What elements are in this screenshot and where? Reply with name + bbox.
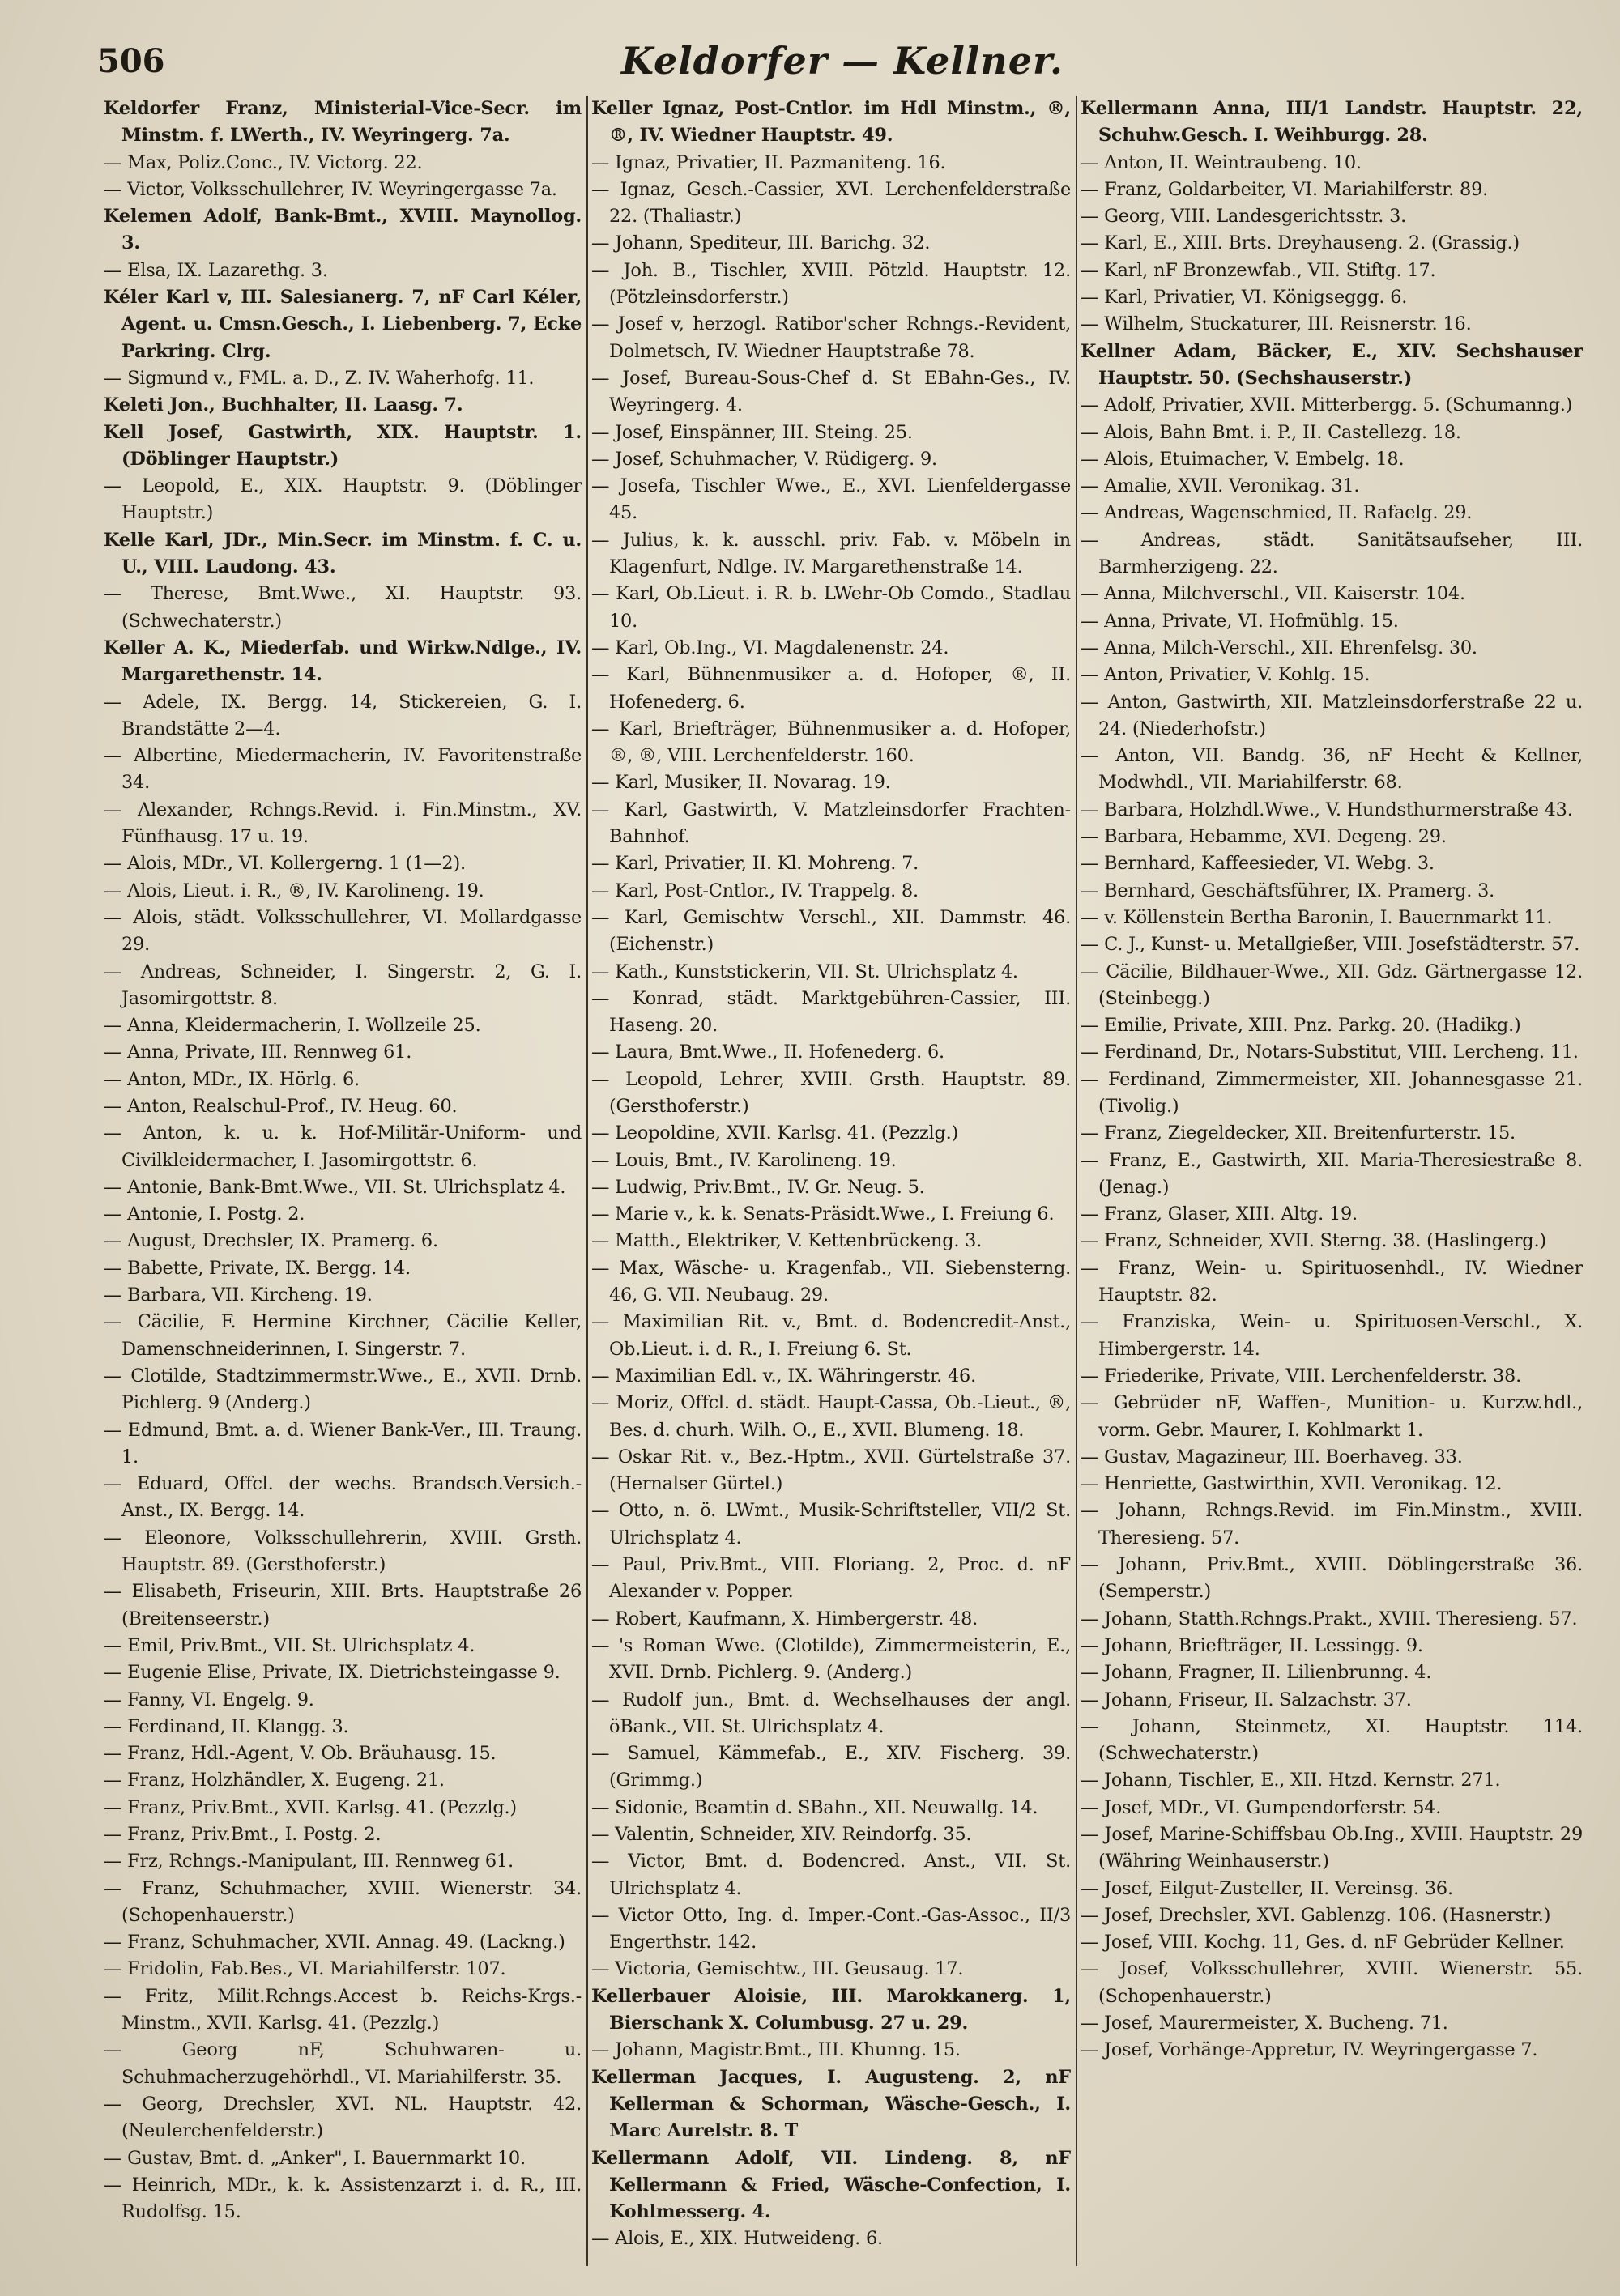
directory-entry: — Amalie, XVII. Veronikag. 31. (1081, 475, 1360, 497)
directory-entry: — Ferdinand, II. Klangg. 3. (104, 1715, 349, 1737)
directory-entry: — Franz, Schuhmacher, XVII. Annag. 49. (Lackng.) (104, 1932, 565, 1953)
directory-entry: — Rudolf jun., Bmt. d. Wechselhauses der angl. öBank., VII. St. Ulrichsplatz 4. (591, 1689, 1071, 1737)
directory-entry: — Eugenie Elise, Private, IX. Dietrichsteingasse 9. (104, 1662, 561, 1684)
directory-entry: — Antonie, I. Postg. 2. (104, 1203, 305, 1225)
directory-entry: — Cäcilie, F. Hermine Kirchner, Cäcilie Keller, Damenschneiderinnen, I. Singerstr. 7. (104, 1311, 582, 1360)
directory-entry: — Karl, Gastwirth, V. Matzleinsdorfer Frachten-Bahnhof. (591, 799, 1071, 848)
directory-entry: — 's Roman Wwe. (Clotilde), Zimmermeisterin, E., XVII. Drnb. Pichlerg. 9. (Anderg.) (591, 1634, 1071, 1684)
directory-entry: — Fritz, Milit.Rchngs.Accest b. Reichs-Krgs.-Minstm., XVII. Karlsg. 41. (Pezzlg.) (104, 1985, 582, 2034)
directory-entry: — Anna, Milch-Verschl., XII. Ehrenfelsg. 30. (1081, 637, 1477, 658)
directory-entry: — Josef, Schuhmacher, V. Rüdigerg. 9. (591, 448, 937, 470)
directory-entry: — Franz, Priv.Bmt., XVII. Karlsg. 41. (Pezzlg.) (104, 1796, 517, 1818)
directory-entry: — Edmund, Bmt. a. d. Wiener Bank-Ver., III. Traung. 1. (104, 1419, 582, 1467)
directory-entry: — Anton, VII. Bandg. 36, nF Hecht & Kellner, Modwhdl., VII. Mariahilferstr. 68. (1081, 745, 1583, 794)
directory-entry: — Albertine, Miedermacherin, IV. Favoritenstraße 34. (104, 745, 582, 794)
directory-entry: — Victor, Volksschullehrer, IV. Weyringergasse 7a. (104, 178, 557, 200)
directory-entry: — Anna, Kleidermacherin, I. Wollzeile 25. (104, 1015, 481, 1037)
directory-entry: — Anton, MDr., IX. Hörlg. 6. (104, 1068, 360, 1090)
directory-entry: — Barbara, VII. Kircheng. 19. (104, 1284, 373, 1306)
directory-entry: — Karl, Privatier, II. Kl. Mohreng. 7. (591, 853, 919, 875)
directory-entry: — Adolf, Privatier, XVII. Mitterbergg. 5. (Schumanng.) (1081, 394, 1573, 416)
directory-entry: — Karl, E., XIII. Brts. Dreyhauseng. 2. (Grassig.) (1081, 232, 1520, 254)
directory-entry: — Johann, Rchngs.Revid. im Fin.Minstm., XVIII. Theresieng. 57. (1081, 1500, 1583, 1548)
column-divider (586, 96, 588, 2266)
directory-entry: — Karl, Bühnenmusiker a. d. Hofoper, ®, II. Hofenederg. 6. (591, 664, 1071, 713)
directory-entry: — Friederike, Private, VIII. Lerchenfelderstr. 38. (1081, 1365, 1522, 1387)
directory-entry: — Josef, Maurermeister, X. Bucheng. 71. (1081, 2013, 1448, 2034)
directory-columns (104, 96, 1583, 2282)
directory-entry: — Franz, Wein- u. Spirituosenhdl., IV. Wiedner Hauptstr. 82. (1081, 1257, 1583, 1306)
directory-entry: — Cäcilie, Bildhauer-Wwe., XII. Gdz. Gärtnergasse 12. (Steinbegg.) (1081, 961, 1583, 1009)
directory-entry: — Henriette, Gastwirthin, XVII. Veronikag. 12. (1081, 1473, 1503, 1495)
directory-entry: — Johann, Fragner, II. Lilienbrunng. 4. (1081, 1662, 1432, 1684)
directory-entry: — Anton, k. u. k. Hof-Militär-Uniform- und Civilkleidermacher, I. Jasomirgottstr. 6. (104, 1122, 582, 1171)
directory-entry: — Ferdinand, Zimmermeister, XII. Johannesgasse 21. (Tivolig.) (1081, 1068, 1583, 1117)
directory-entry: — Kath., Kunststickerin, VII. St. Ulrichsplatz 4. (591, 961, 1018, 982)
directory-entry: — Josef, Marine-Schiffsbau Ob.Ing., XVIII. Hauptstr. 29 (Währing Weinhauserstr.) (1081, 1824, 1583, 1872)
directory-entry: — Ignaz, Gesch.-Cassier, XVI. Lerchenfelderstraße 22. (Thaliastr.) (591, 178, 1071, 228)
directory-entry: — Wilhelm, Stuckaturer, III. Reisnerstr. 16. (1081, 313, 1472, 335)
directory-entry-surname: Kéler Karl v, III. Salesianerg. 7, nF Carl Kéler, Agent. u. Cmsn.Gesch., I. Liebenberg. 7, Ecke Parkring. Clrg. (104, 287, 582, 362)
directory-entry: — Konrad, städt. Marktgebühren-Cassier, III. Haseng. 20. (591, 987, 1071, 1037)
directory-entry: — Emil, Priv.Bmt., VII. St. Ulrichsplatz 4. (104, 1634, 475, 1656)
directory-entry-surname: Kell Josef, Gastwirth, XIX. Hauptstr. 1. (Döblinger Hauptstr.) (104, 421, 582, 470)
directory-entry: — Fridolin, Fab.Bes., VI. Mariahilferstr. 107. (104, 1958, 506, 1980)
directory-entry: — Josef, MDr., VI. Gumpendorferstr. 54. (1081, 1796, 1442, 1818)
directory-entry: — Franziska, Wein- u. Spirituosen-Verschl., X. Himbergerstr. 14. (1081, 1311, 1583, 1360)
directory-entry: — Karl, Ob.Lieut. i. R. b. LWehr-Ob Comdo., Stadlau 10. (591, 583, 1071, 632)
directory-entry: — Marie v., k. k. Senats-Präsidt.Wwe., I. Freiung 6. (591, 1203, 1055, 1225)
directory-entry: — Therese, Bmt.Wwe., XI. Hauptstr. 93. (Schwechaterstr.) (104, 583, 582, 632)
directory-entry: — Elsa, IX. Lazarethg. 3. (104, 259, 328, 281)
directory-entry: — Karl, Post-Cntlor., IV. Trappelg. 8. (591, 880, 919, 901)
directory-entry: — Franz, Priv.Bmt., I. Postg. 2. (104, 1824, 382, 1845)
directory-entry: — Andreas, städt. Sanitätsaufseher, III. Barmherzigeng. 22. (1081, 529, 1583, 578)
directory-entry: — Samuel, Kämmefab., E., XIV. Fischerg. 39. (Grimmg.) (591, 1743, 1071, 1791)
directory-entry: — Karl, Gemischtw Verschl., XII. Dammstr. 46. (Eichenstr.) (591, 906, 1071, 956)
directory-entry: — Paul, Priv.Bmt., VIII. Floriang. 2, Proc. d. nF Alexander v. Popper. (591, 1554, 1071, 1603)
column-1 (104, 96, 582, 2282)
directory-entry: — Anton, Privatier, V. Kohlg. 15. (1081, 664, 1371, 686)
directory-entry: — Johann, Tischler, E., XII. Htzd. Kernstr. 271. (1081, 1770, 1501, 1791)
directory-entry: — Leopold, Lehrer, XVIII. Grsth. Hauptstr. 89. (Gersthoferstr.) (591, 1068, 1071, 1117)
directory-entry: — Franz, E., Gastwirth, XII. Maria-Theresiestraße 8. (Jenag.) (1081, 1149, 1583, 1198)
directory-entry: — Gebrüder nF, Waffen-, Munition- u. Kurzw.hdl., vorm. Gebr. Maurer, I. Kohlmarkt 1. (1081, 1392, 1583, 1441)
directory-entry: — Bernhard, Kaffeesieder, VI. Webg. 3. (1081, 853, 1435, 875)
directory-entry: — Karl, Musiker, II. Novarag. 19. (591, 772, 891, 794)
page-number: 506 (97, 42, 165, 80)
directory-entry: — Julius, k. k. ausschl. priv. Fab. v. Möbeln in Klagenfurt, Ndlge. IV. Margarethenstraße 14. (591, 529, 1071, 578)
directory-entry: — Franz, Schuhmacher, XVIII. Wienerstr. 34. (Schopenhauerstr.) (104, 1877, 582, 1926)
directory-entry: — Alois, Lieut. i. R., ®, IV. Karolineng. 19. (104, 880, 484, 901)
directory-entry: — Johann, Priv.Bmt., XVIII. Döblingerstraße 36. (Semperstr.) (1081, 1554, 1583, 1603)
directory-entry: — Andreas, Wagenschmied, II. Rafaelg. 29. (1081, 502, 1473, 524)
directory-entry: — Max, Poliz.Conc., IV. Victorg. 22. (104, 151, 423, 173)
directory-entry: — Georg, Drechsler, XVI. NL. Hauptstr. 42. (Neulerchenfelderstr.) (104, 2093, 582, 2142)
directory-entry: — Georg nF, Schuhwaren- u. Schuhmacherzugehörhdl., VI. Mariahilferstr. 35. (104, 2039, 582, 2088)
directory-entry: — Alexander, Rchngs.Revid. i. Fin.Minstm., XV. Fünfhausg. 17 u. 19. (104, 799, 582, 848)
directory-entry: — Matth., Elektriker, V. Kettenbrückeng. 3. (591, 1230, 983, 1252)
directory-entry: — Victor Otto, Ing. d. Imper.-Cont.-Gas-Assoc., II/3 Engerthstr. 142. (591, 1904, 1071, 1953)
directory-entry: — Franz, Hdl.-Agent, V. Ob. Bräuhausg. 15. (104, 1743, 497, 1765)
column-divider (1076, 96, 1077, 2266)
directory-entry-surname: Keller A. K., Miederfab. und Wirkw.Ndlge., IV. Margarethenstr. 14. (104, 637, 582, 686)
directory-entry: — Bernhard, Geschäftsführer, IX. Pramerg. 3. (1081, 880, 1495, 901)
directory-entry: — Leopold, E., XIX. Hauptstr. 9. (Döblinger Hauptstr.) (104, 475, 582, 524)
directory-entry: — Anton, II. Weintraubeng. 10. (1081, 151, 1362, 173)
directory-entry: — Gustav, Magazineur, III. Boerhaveg. 33. (1081, 1446, 1463, 1467)
directory-entry: — Karl, nF Bronzewfab., VII. Stiftg. 17. (1081, 259, 1436, 281)
directory-entry: — Georg, VIII. Landesgerichtsstr. 3. (1081, 206, 1407, 228)
directory-entry: — Joh. B., Tischler, XVIII. Pötzld. Hauptstr. 12. (Pötzleinsdorferstr.) (591, 259, 1071, 309)
directory-entry: — Anna, Milchverschl., VII. Kaiserstr. 104. (1081, 583, 1465, 605)
directory-entry: — Josef, Bureau-Sous-Chef d. St EBahn-Ges., IV. Weyringerg. 4. (591, 367, 1071, 416)
directory-entry: — August, Drechsler, IX. Pramerg. 6. (104, 1230, 438, 1252)
directory-entry-surname: Kelemen Adolf, Bank-Bmt., XVIII. Maynollog. 3. (104, 206, 582, 254)
directory-entry: — Valentin, Schneider, XIV. Reindorfg. 35. (591, 1824, 972, 1845)
directory-entry: — Adele, IX. Bergg. 14, Stickereien, G. I. Brandstätte 2—4. (104, 691, 582, 739)
directory-entry: — Johann, Spediteur, III. Barichg. 32. (591, 232, 931, 254)
directory-entry: — Ferdinand, Dr., Notars-Substitut, VIII. Lercheng. 11. (1081, 1042, 1579, 1063)
directory-entry: — Oskar Rit. v., Bez.-Hptm., XVII. Gürtelstraße 37. (Hernalser Gürtel.) (591, 1446, 1071, 1495)
directory-entry: — Franz, Ziegeldecker, XII. Breitenfurterstr. 15. (1081, 1122, 1516, 1144)
directory-entry: — Ignaz, Privatier, II. Pazmaniteng. 16. (591, 151, 946, 173)
directory-entry-surname: Kellerman Jacques, I. Augusteng. 2, nF Kellerman & Schorman, Wäsche-Gesch., I. Marc Aurelstr. 8. T (591, 2066, 1071, 2142)
directory-entry: — Gustav, Bmt. d. „Anker", I. Bauernmarkt 10. (104, 2147, 526, 2169)
directory-entry: — Maximilian Rit. v., Bmt. d. Bodencredit-Anst., Ob.Lieut. i. d. R., I. Freiung 6. St. (591, 1311, 1071, 1360)
directory-entry: — Alois, städt. Volksschullehrer, VI. Mollardgasse 29. (104, 906, 582, 956)
directory-entry: — Alois, Bahn Bmt. i. P., II. Castellezg. 18. (1081, 421, 1461, 443)
column-2 (591, 96, 1071, 2282)
directory-entry: — Anna, Private, III. Rennweg 61. (104, 1042, 412, 1063)
directory-entry: — Clotilde, Stadtzimmermstr.Wwe., E., XVII. Drnb. Pichlerg. 9 (Anderg.) (104, 1365, 582, 1414)
directory-entry: — Johann, Steinmetz, XI. Hauptstr. 114. (Schwechaterstr.) (1081, 1715, 1583, 1765)
directory-entry: — Karl, Briefträger, Bühnenmusiker a. d. Hofoper, ®, ®, VIII. Lerchenfelderstr. 160. (591, 718, 1071, 767)
directory-entry: — Franz, Holzhändler, X. Eugeng. 21. (104, 1770, 445, 1791)
directory-entry: — Eleonore, Volksschullehrerin, XVIII. Grsth. Hauptstr. 89. (Gersthoferstr.) (104, 1527, 582, 1576)
directory-entry-surname: Keller Ignaz, Post-Cntlor. im Hdl Minstm., ®, ®, IV. Wiedner Hauptstr. 49. (591, 98, 1071, 147)
directory-entry: — Ludwig, Priv.Bmt., IV. Gr. Neug. 5. (591, 1176, 925, 1198)
directory-entry: — Franz, Goldarbeiter, VI. Mariahilferstr. 89. (1081, 178, 1489, 200)
directory-entry: — Karl, Privatier, VI. Königseggg. 6. (1081, 287, 1408, 309)
directory-entry: — Josef, Eilgut-Zusteller, II. Vereinsg. 36. (1081, 1877, 1453, 1899)
directory-entry: — Alois, Etuimacher, V. Embelg. 18. (1081, 448, 1405, 470)
directory-entry: — Victoria, Gemischtw., III. Geusaug. 17. (591, 1958, 964, 1980)
directory-entry: — Barbara, Holzhdl.Wwe., V. Hundsthurmerstraße 43. (1081, 799, 1573, 820)
directory-entry: — Leopoldine, XVII. Karlsg. 41. (Pezzlg.) (591, 1122, 959, 1144)
directory-entry: — Josef, Vorhänge-Appretur, IV. Weyringergasse 7. (1081, 2039, 1538, 2061)
directory-entry-surname: Kellermann Adolf, VII. Lindeng. 8, nF Kellermann & Fried, Wäsche-Confection, I. Kohlmesserg. 4. (591, 2147, 1071, 2223)
directory-entry: — Josef v, herzogl. Ratibor'scher Rchngs.-Revident, Dolmetsch, IV. Wiedner Hauptstraße 78. (591, 313, 1071, 362)
directory-entry: — Johann, Magistr.Bmt., III. Khunng. 15. (591, 2039, 961, 2061)
directory-entry: — Anna, Private, VI. Hofmühlg. 15. (1081, 610, 1399, 632)
directory-entry: — Karl, Ob.Ing., VI. Magdalenenstr. 24. (591, 637, 949, 658)
directory-entry: — Josefa, Tischler Wwe., E., XVI. Lienfeldergasse 45. (591, 475, 1071, 524)
directory-entry: — Josef, VIII. Kochg. 11, Ges. d. nF Gebrüder Kellner. (1081, 1932, 1565, 1953)
directory-entry: — Franz, Glaser, XIII. Altg. 19. (1081, 1203, 1358, 1225)
directory-entry: — C. J., Kunst- u. Metallgießer, VIII. Josefstädterstr. 57. (1081, 934, 1580, 956)
directory-entry: — Louis, Bmt., IV. Karolineng. 19. (591, 1149, 897, 1171)
directory-entry: — Robert, Kaufmann, X. Himbergerstr. 48. (591, 1608, 978, 1629)
page-header (97, 34, 1588, 91)
directory-entry: — Anton, Gastwirth, XII. Matzleinsdorferstraße 22 u. 24. (Niederhofstr.) (1081, 691, 1583, 739)
directory-entry: — Heinrich, MDr., k. k. Assistenzarzt i. d. R., III. Rudolfsg. 15. (104, 2174, 582, 2223)
directory-entry: — Babette, Private, IX. Bergg. 14. (104, 1257, 411, 1279)
directory-entry: — Franz, Schneider, XVII. Sterng. 38. (Haslingerg.) (1081, 1230, 1546, 1252)
directory-entry: — Alois, E., XIX. Hutweideng. 6. (591, 2228, 883, 2250)
directory-entry: — Antonie, Bank-Bmt.Wwe., VII. St. Ulrichsplatz 4. (104, 1176, 566, 1198)
directory-entry: — Barbara, Hebamme, XVI. Degeng. 29. (1081, 826, 1447, 848)
directory-entry: — Alois, MDr., VI. Kollergerng. 1 (1—2). (104, 853, 466, 875)
directory-entry: — Sidonie, Beamtin d. SBahn., XII. Neuwallg. 14. (591, 1796, 1038, 1818)
directory-entry: — Anton, Realschul-Prof., IV. Heug. 60. (104, 1095, 458, 1117)
directory-entry: — Max, Wäsche- u. Kragenfab., VII. Siebensterng. 46, G. VII. Neubaug. 29. (591, 1257, 1071, 1306)
directory-entry-surname: Kellermann Anna, III/1 Landstr. Hauptstr. 22, Schuhw.Gesch. I. Weihburgg. 28. (1081, 98, 1583, 147)
directory-entry: — Johann, Statth.Rchngs.Prakt., XVIII. Theresieng. 57. (1081, 1608, 1578, 1629)
directory-entry: — Sigmund v., FML. a. D., Z. IV. Waherhofg. 11. (104, 367, 535, 389)
page-title: Keldorfer — Kellner. (620, 39, 1064, 83)
directory-entry: — v. Köllenstein Bertha Baronin, I. Bauernmarkt 11. (1081, 906, 1553, 928)
directory-entry: — Josef, Drechsler, XVI. Gablenzg. 106. (Hasnerstr.) (1081, 1904, 1551, 1926)
directory-entry: — Moriz, Offcl. d. städt. Haupt-Cassa, Ob.-Lieut., ®, Bes. d. churh. Wilh. O., E., XVII. Blumeng. 18. (591, 1392, 1071, 1441)
directory-entry-surname: Keleti Jon., Buchhalter, II. Laasg. 7. (104, 394, 463, 416)
directory-entry: — Josef, Volksschullehrer, XVIII. Wienerstr. 55. (Schopenhauerstr.) (1081, 1958, 1583, 2007)
directory-entry: — Eduard, Offcl. der wechs. Brandsch.Versich.-Anst., IX. Bergg. 14. (104, 1473, 582, 1522)
directory-entry: — Emilie, Private, XIII. Pnz. Parkg. 20. (Hadikg.) (1081, 1015, 1521, 1037)
directory-entry: — Victor, Bmt. d. Bodencred. Anst., VII. St. Ulrichsplatz 4. (591, 1851, 1071, 1899)
column-3 (1081, 96, 1583, 2282)
directory-entry: — Frz, Rchngs.-Manipulant, III. Rennweg 61. (104, 1851, 514, 1872)
directory-entry: — Elisabeth, Friseurin, XIII. Brts. Hauptstraße 26 (Breitenseerstr.) (104, 1581, 582, 1629)
directory-entry: — Laura, Bmt.Wwe., II. Hofenederg. 6. (591, 1042, 944, 1063)
directory-entry: — Andreas, Schneider, I. Singerstr. 2, G. I. Jasomirgottstr. 8. (104, 961, 582, 1009)
directory-entry-surname: Kellner Adam, Bäcker, E., XIV. Sechshauser Hauptstr. 50. (Sechshauserstr.) (1081, 340, 1583, 389)
directory-entry: — Johann, Friseur, II. Salzachstr. 37. (1081, 1689, 1412, 1710)
directory-entry-surname: Kelle Karl, JDr., Min.Secr. im Minstm. f. C. u. U., VIII. Laudong. 43. (104, 529, 582, 578)
directory-entry: — Fanny, VI. Engelg. 9. (104, 1689, 314, 1710)
directory-entry-surname: Kellerbauer Aloisie, III. Marokkanerg. 1, Bierschank X. Columbusg. 27 u. 29. (591, 1985, 1071, 2034)
directory-entry: — Maximilian Edl. v., IX. Währingerstr. 46. (591, 1365, 976, 1387)
directory-entry: — Josef, Einspänner, III. Steing. 25. (591, 421, 913, 443)
directory-entry: — Johann, Briefträger, II. Lessingg. 9. (1081, 1634, 1423, 1656)
directory-entry: — Otto, n. ö. LWmt., Musik-Schriftsteller, VII/2 St. Ulrichsplatz 4. (591, 1500, 1071, 1548)
directory-entry-surname: Keldorfer Franz, Ministerial-Vice-Secr. im Minstm. f. LWerth., IV. Weyringerg. 7a. (104, 98, 582, 147)
